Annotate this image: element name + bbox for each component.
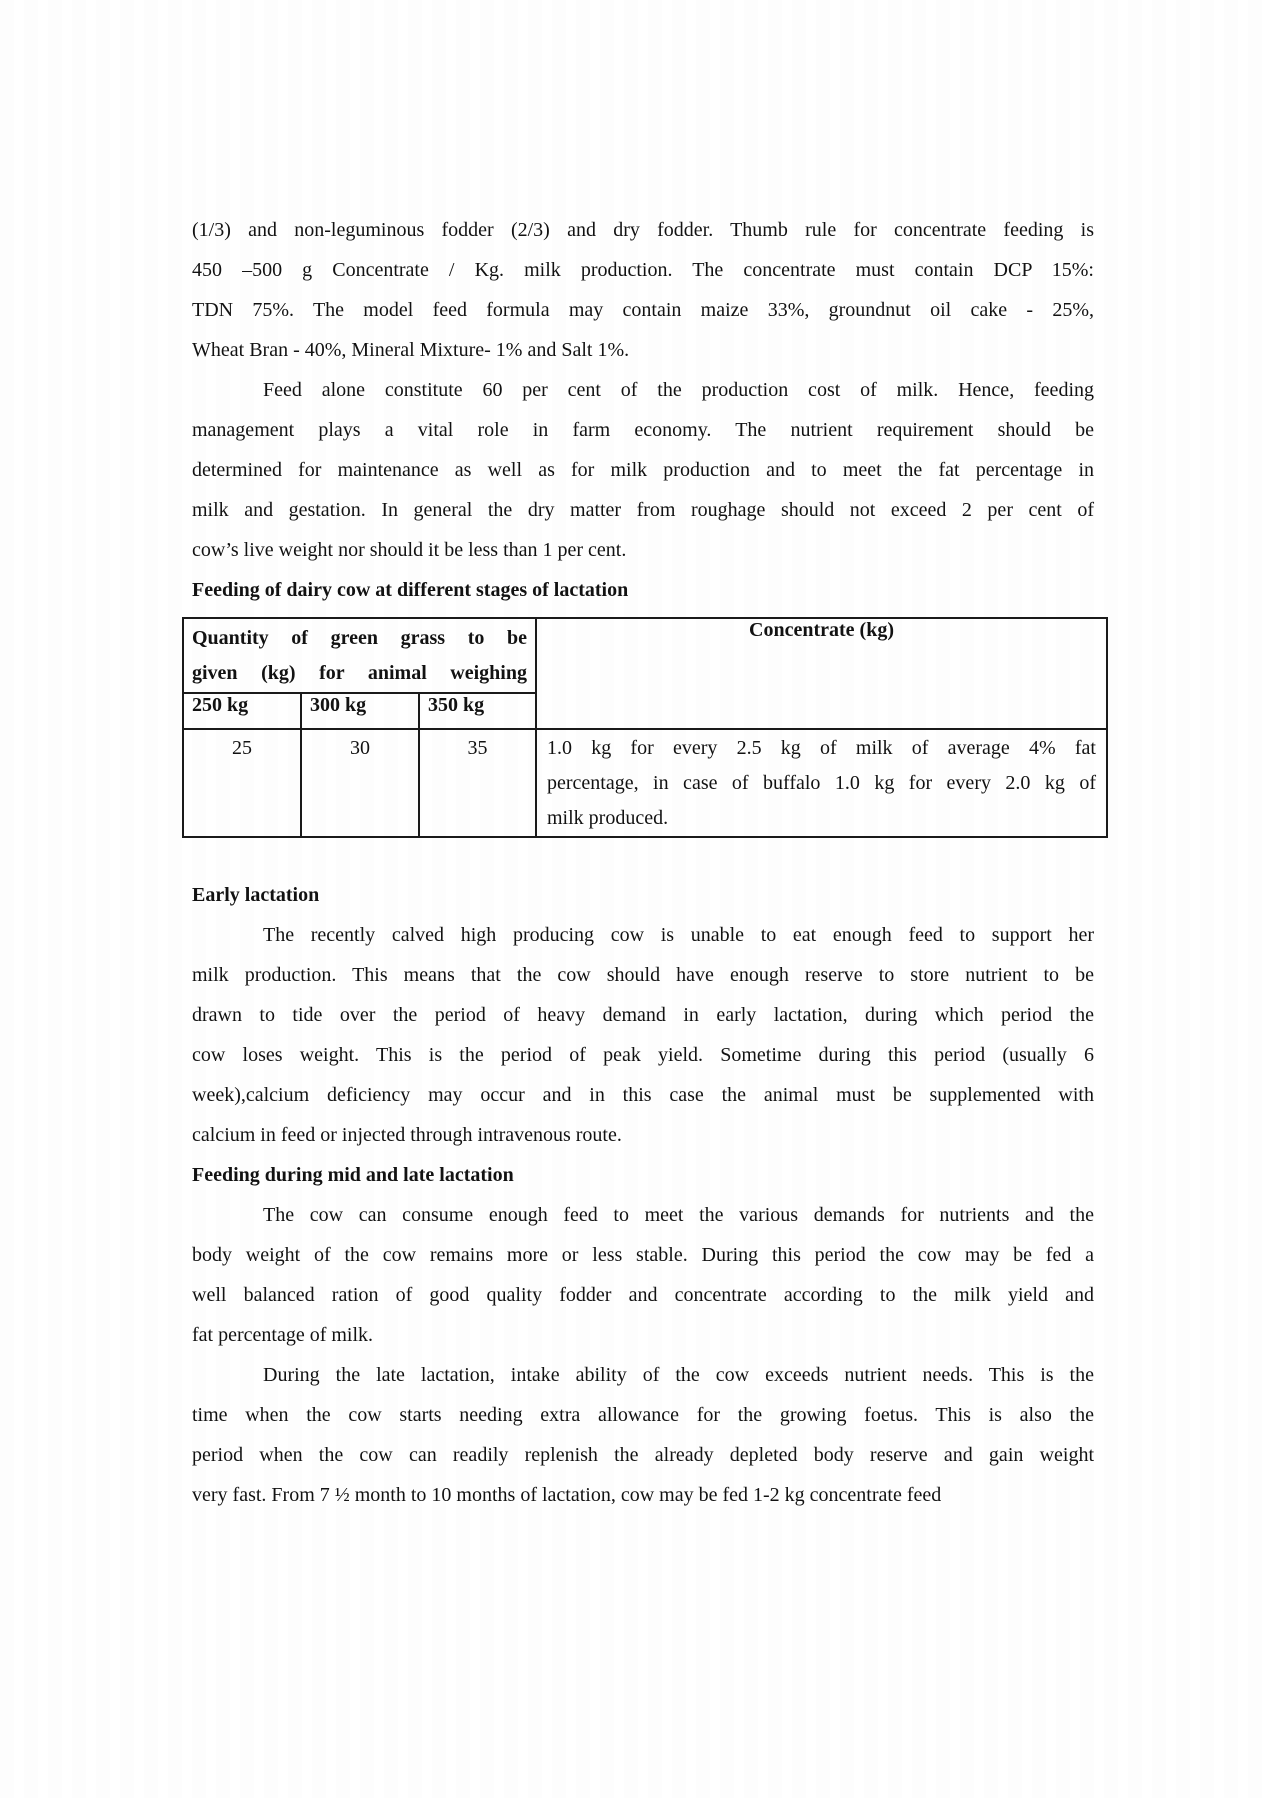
text-line: fat percentage of milk.: [192, 1324, 374, 1346]
text-line: The recently calved high producing cow is unable to eat enough feed to support her: [263, 924, 1094, 946]
text-line: 450 –500 g Concentrate / Kg. milk production. The concentrate must contain DCP 15%:: [192, 259, 1094, 281]
mid-late-lactation-heading: Feeding during mid and late lactation: [192, 1164, 514, 1186]
weight-column-header: 250 kg: [183, 693, 301, 729]
green-grass-header-line: given (kg) for animal weighing: [192, 662, 527, 684]
feed-cost-paragraph: [192, 370, 1094, 570]
text-line: determined for maintenance as well as for milk production and to meet the fat percentage in: [192, 459, 1094, 481]
green-grass-header-cell: [183, 618, 536, 693]
text-line: time when the cow starts needing extra allowance for the growing foetus. This is also the: [192, 1404, 1094, 1426]
text-line: very fast. From 7 ½ month to 10 months of lactation, cow may be fed 1-2 kg concentrate feed: [192, 1484, 942, 1506]
weight-column-header: 300 kg: [301, 693, 419, 729]
text-line: Wheat Bran - 40%, Mineral Mixture- 1% and Salt 1%.: [192, 339, 630, 361]
text-line: milk production. This means that the cow should have enough reserve to store nutrient to be: [192, 964, 1094, 986]
text-line: body weight of the cow remains more or less stable. During this period the cow may be fed a: [192, 1244, 1094, 1266]
text-line: During the late lactation, intake ability of the cow exceeds nutrient needs. This is the: [263, 1364, 1094, 1386]
table-row: [183, 729, 1107, 837]
concentrate-text-line: percentage, in case of buffalo 1.0 kg for every 2.0 kg of: [547, 772, 1096, 794]
text-line: cow loses weight. This is the period of peak yield. Sometime during this period (usually 6: [192, 1044, 1094, 1066]
text-line: period when the cow can readily replenish the already depleted body reserve and gain weight: [192, 1444, 1094, 1466]
late-lactation-paragraph: [192, 1355, 1094, 1515]
early-lactation-heading: Early lactation: [192, 884, 320, 906]
text-line: management plays a vital role in farm economy. The nutrient requirement should be: [192, 419, 1094, 441]
text-line: cow’s live weight nor should it be less than 1 per cent.: [192, 539, 627, 561]
concentrate-header-cell: Concentrate (kg): [536, 618, 1107, 729]
early-lactation-paragraph: [192, 915, 1094, 1155]
text-line: milk and gestation. In general the dry matter from roughage should not exceed 2 per cent of: [192, 499, 1094, 521]
concentrate-feeding-paragraph: [192, 210, 1094, 370]
text-line: (1/3) and non-leguminous fodder (2/3) and dry fodder. Thumb rule for concentrate feeding is: [192, 219, 1094, 241]
weight-column-header: 350 kg: [419, 693, 536, 729]
mid-lactation-paragraph: [192, 1195, 1094, 1355]
concentrate-text-cell: [536, 729, 1107, 837]
document-content: [192, 210, 1094, 1515]
lactation-stages-heading: Feeding of dairy cow at different stages of lactation: [192, 579, 629, 601]
table-row: [183, 618, 1107, 693]
green-grass-value: 25: [183, 729, 301, 837]
feeding-table: [182, 617, 1108, 838]
green-grass-value: 35: [419, 729, 536, 837]
concentrate-text-line: 1.0 kg for every 2.5 kg of milk of average 4% fat: [547, 737, 1096, 759]
text-line: week),calcium deficiency may occur and in this case the animal must be supplemented with: [192, 1084, 1094, 1106]
text-line: drawn to tide over the period of heavy demand in early lactation, during which period the: [192, 1004, 1094, 1026]
text-line: Feed alone constitute 60 per cent of the production cost of milk. Hence, feeding: [263, 379, 1094, 401]
text-line: TDN 75%. The model feed formula may contain maize 33%, groundnut oil cake - 25%,: [192, 299, 1094, 321]
green-grass-header-line: Quantity of green grass to be: [192, 627, 527, 649]
text-line: The cow can consume enough feed to meet the various demands for nutrients and the: [263, 1204, 1094, 1226]
green-grass-value: 30: [301, 729, 419, 837]
text-line: calcium in feed or injected through intravenous route.: [192, 1124, 622, 1146]
concentrate-text-line: milk produced.: [547, 807, 669, 829]
text-line: well balanced ration of good quality fodder and concentrate according to the milk yield and: [192, 1284, 1094, 1306]
